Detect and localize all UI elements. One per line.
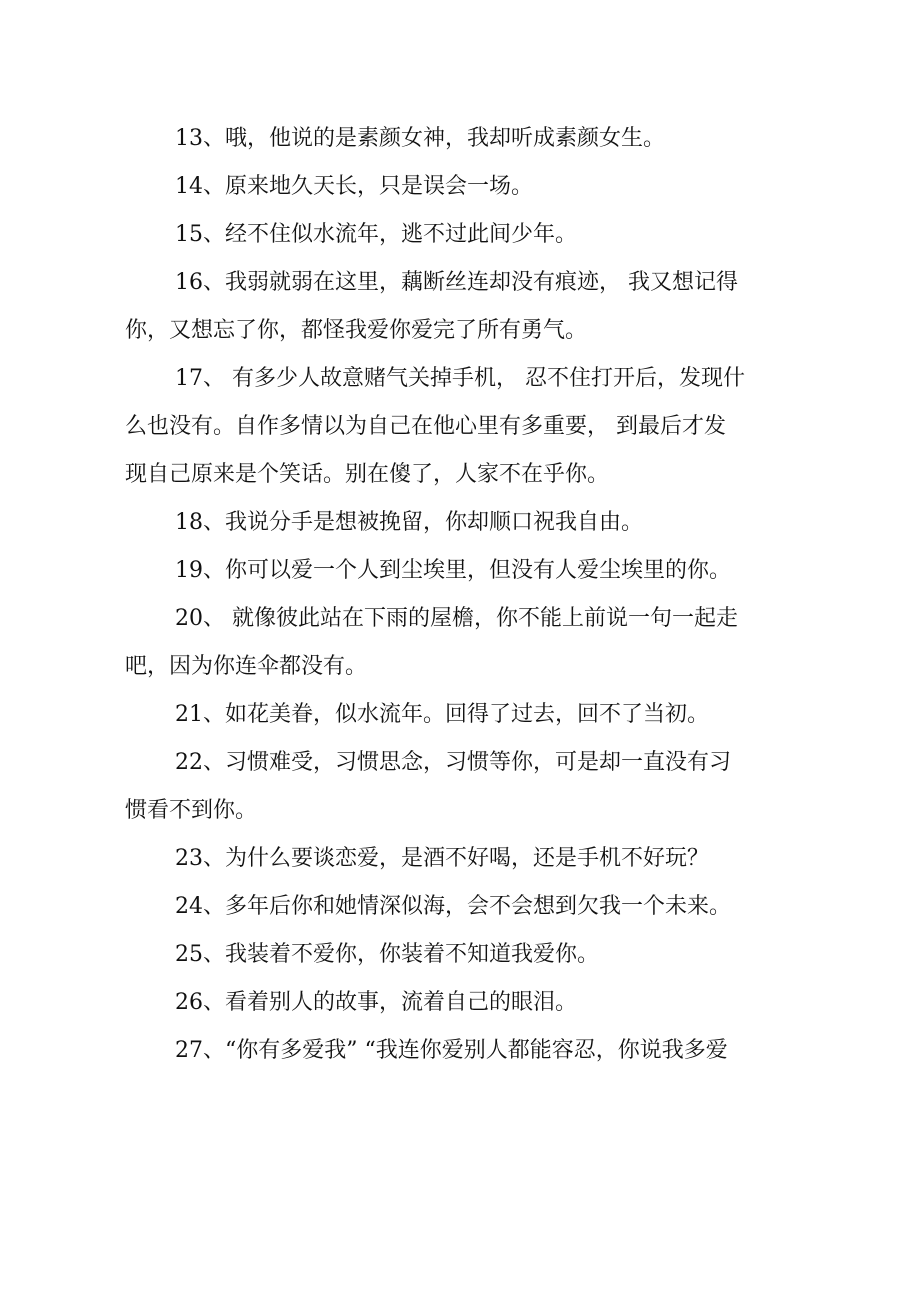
text-line: 18、我说分手是想被挽留，你却顺口祝我自由。 xyxy=(175,510,643,535)
text-line: 21、如花美眷，似水流年。回得了过去，回不了当初。 xyxy=(175,702,709,727)
document-body xyxy=(125,115,775,1075)
text-line: 17、 有多少人故意赌气关掉手机， 忍不住打开后，发现什 xyxy=(175,366,745,391)
text-line: 吧，因为你连伞都没有。 xyxy=(125,654,368,679)
text-line: 20、 就像彼此站在下雨的屋檐，你不能上前说一句一起走 xyxy=(175,606,738,631)
text-line: 27、“你有多爱我” “我连你爱别人都能容忍，你说我多爱 xyxy=(175,1038,728,1063)
text-line: 22、习惯难受，习惯思念，习惯等你，可是却一直没有习 xyxy=(175,750,731,775)
text-line: 14、原来地久天长，只是误会一场。 xyxy=(175,174,533,199)
text-line: 25、我装着不爱你，你装着不知道我爱你。 xyxy=(175,942,599,967)
text-line: 23、为什么要谈恋爱，是酒不好喝，还是手机不好玩？ xyxy=(175,846,709,871)
text-line: 惯看不到你。 xyxy=(125,798,258,823)
text-line: 你，又想忘了你，都怪我爱你爱完了所有勇气。 xyxy=(125,318,588,343)
text-line: 24、多年后你和她情深似海，会不会想到欠我一个未来。 xyxy=(175,894,731,919)
text-line: 15、经不住似水流年，逃不过此间少年。 xyxy=(175,222,577,247)
text-line: 16、我弱就弱在这里，藕断丝连却没有痕迹， 我又想记得 xyxy=(175,270,738,295)
text-line: 19、你可以爱一个人到尘埃里，但没有人爱尘埃里的你。 xyxy=(175,558,731,583)
text-line: 现自己原来是个笑话。别在傻了，人家不在乎你。 xyxy=(125,462,610,487)
text-line: 么也没有。自作多情以为自己在他心里有多重要， 到最后才发 xyxy=(125,414,726,439)
text-line: 26、看着别人的故事，流着自己的眼泪。 xyxy=(175,990,577,1015)
text-line: 13、哦，他说的是素颜女神，我却听成素颜女生。 xyxy=(175,126,665,151)
